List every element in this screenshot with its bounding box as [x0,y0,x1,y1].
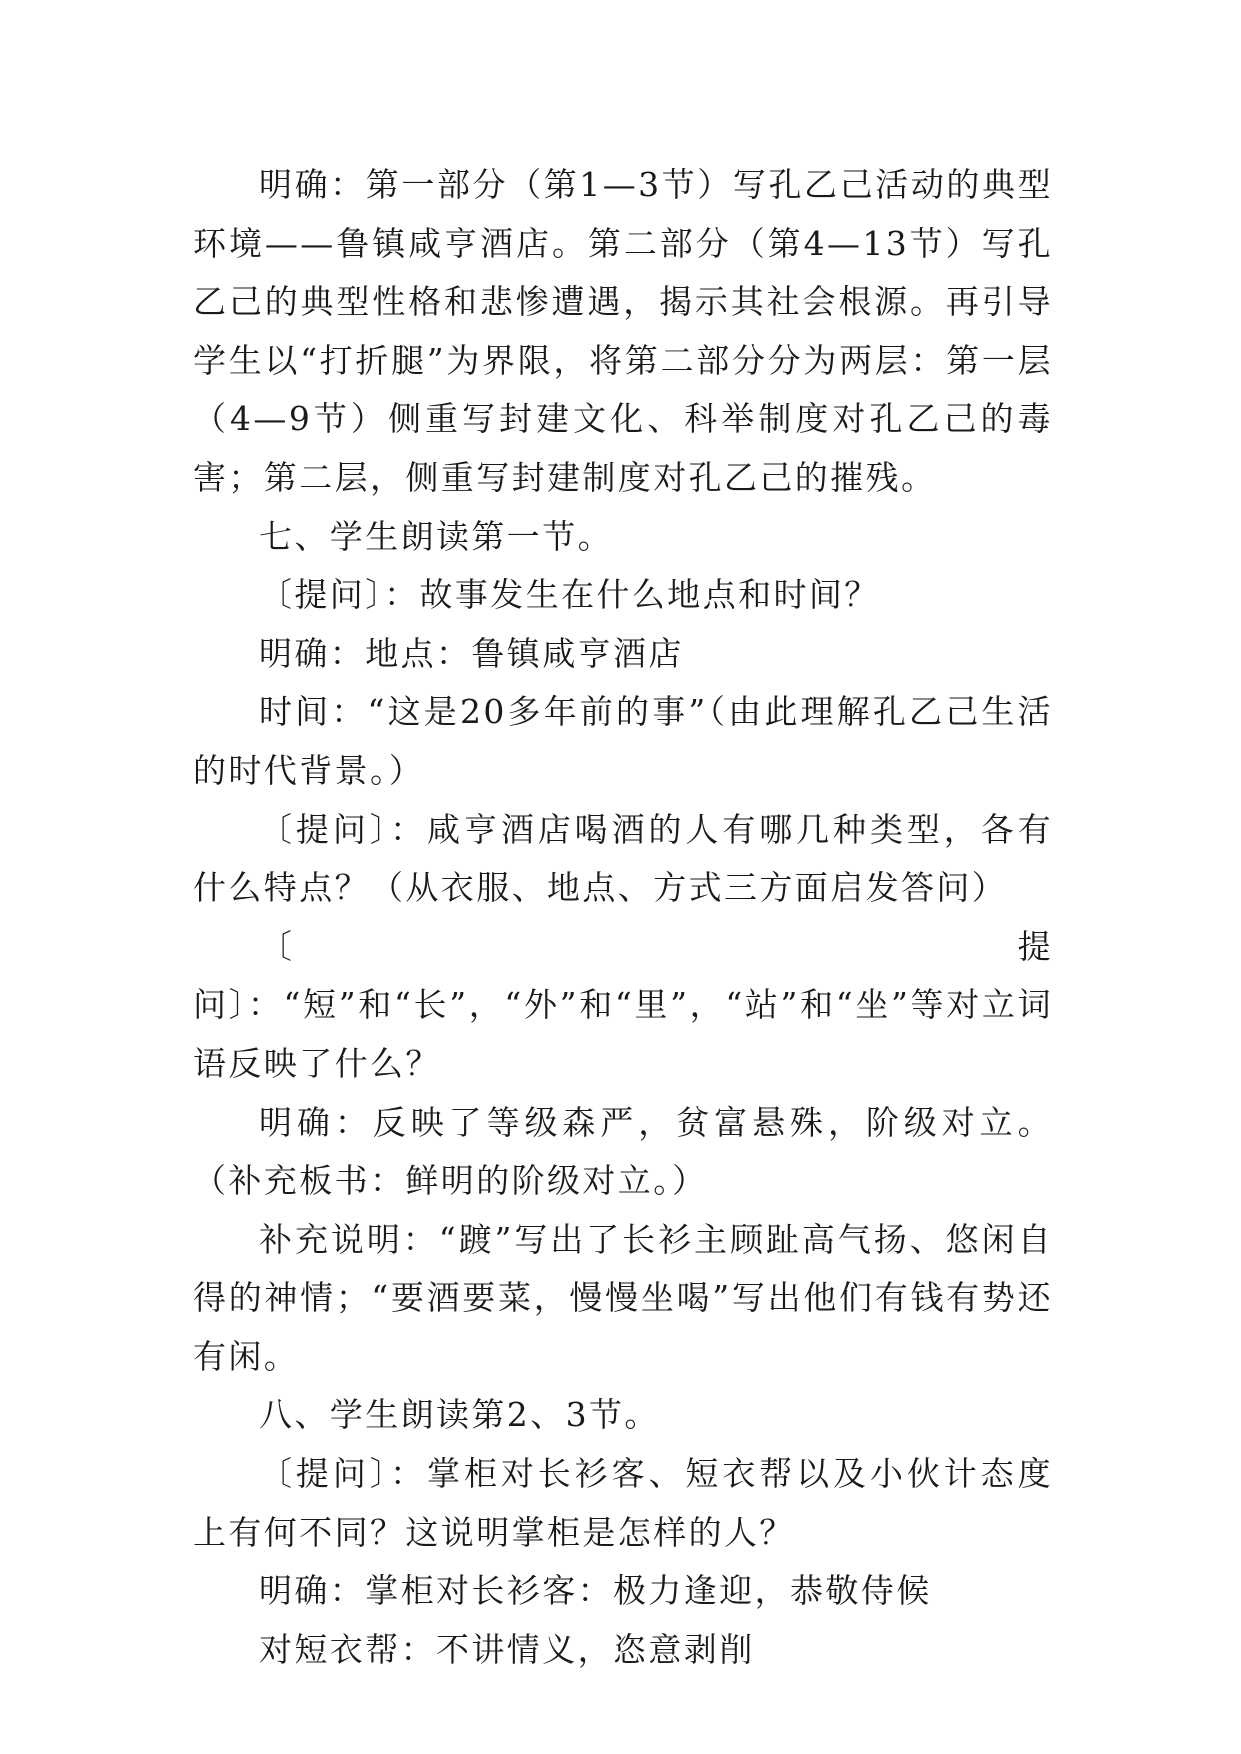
document-body [193,156,1053,1679]
paragraph-answer-structure: 明确：第一部分（第1—3节）写孔乙己活动的典型环境——鲁镇咸亨酒店。第二部分（第4—13节）写孔乙己的典型性格和悲惨遭遇，揭示其社会根源。再引导学生以“打折腿”为界限，将第二部分分为两层：第一层（4—9节）侧重写封建文化、科举制度对孔乙己的毒害；第二层，侧重写封建制度对孔乙己的摧残。 [193,165,1053,497]
paragraph-answer-long-gown: 明确：掌柜对长衫客：极力逢迎，恭敬侍候 [259,1571,932,1611]
paragraph-supplement: 补充说明：“踱”写出了长衫主顾趾高气扬、悠闲自得的神情；“要酒要菜，慢慢坐喝”写出他们有钱有势还有闲。 [193,1219,1053,1376]
paragraph-question-shopkeeper: 〔提问〕：掌柜对长衫客、短衣帮以及小伙计态度上有何不同？这说明掌柜是怎样的人？ [193,1454,1053,1552]
paragraph-question-opposites: 〔提问〕：“短”和“长”，“外”和“里”，“站”和“坐”等对立词语反映了什么？ [193,926,1053,1083]
paragraph-answer-place: 明确：地点：鲁镇咸亨酒店 [259,633,684,673]
paragraph-step-seven: 七、学生朗读第一节。 [259,516,613,556]
paragraph-question-place-time: 〔提问〕：故事发生在什么地点和时间？ [259,575,880,615]
paragraph-step-eight: 八、学生朗读第2、3节。 [259,1395,660,1435]
paragraph-question-drinkers: 〔提问〕：咸亨酒店喝酒的人有哪几种类型，各有什么特点？（从衣服、地点、方式三方面启发答问） [193,809,1053,908]
paragraph-answer-class: 明确：反映了等级森严，贫富悬殊，阶级对立。（补充板书：鲜明的阶级对立。） [193,1102,1053,1201]
paragraph-answer-short-coat: 对短衣帮：不讲情义，恣意剥削 [259,1629,755,1669]
paragraph-answer-time: 时间：“这是20多年前的事”（由此理解孔乙己生活的时代背景。） [193,692,1053,790]
